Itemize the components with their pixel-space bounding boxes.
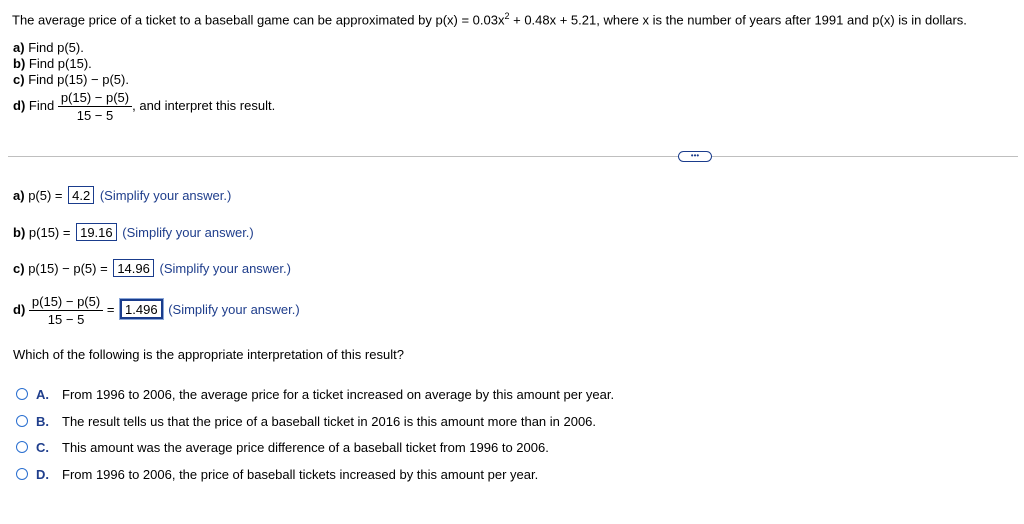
- part-b-label: b): [13, 56, 26, 71]
- part-d-suffix: , and interpret this result.: [132, 97, 276, 113]
- more-options-button[interactable]: •••: [678, 151, 712, 162]
- choice-letter: C.: [36, 439, 49, 455]
- choice-letter: A.: [36, 386, 49, 402]
- choice-b[interactable]: [16, 412, 596, 430]
- choice-text: From 1996 to 2006, the price of baseball tickets increased by this amount per year.: [62, 466, 539, 482]
- answer-c-expr: p(15) − p(5) =: [28, 261, 108, 276]
- question-statement: [12, 11, 967, 27]
- answer-d-fraction: [29, 294, 103, 327]
- part-d-prompt: [13, 90, 275, 123]
- answer-c-row: [13, 259, 291, 277]
- fraction-numerator: p(15) − p(5): [58, 90, 132, 107]
- answer-a-input[interactable]: 4.2: [68, 186, 94, 204]
- choice-text: From 1996 to 2006, the average price for a ticket increased on average by this amount per year.: [62, 386, 615, 402]
- choice-text: The result tells us that the price of a baseball ticket in 2016 is this amount more than in 2006.: [62, 413, 597, 429]
- part-c-text: Find p(15) − p(5).: [28, 72, 129, 87]
- fraction-denominator: 15 − 5: [47, 312, 85, 327]
- answer-b-expr: p(15) =: [28, 225, 71, 240]
- answer-d-input[interactable]: 1.496: [120, 299, 163, 319]
- choice-letter: B.: [36, 413, 49, 429]
- fraction-numerator: p(15) − p(5): [29, 294, 103, 311]
- choice-text: This amount was the average price difference of a baseball ticket from 1996 to 2006.: [62, 439, 549, 455]
- answer-a-row: [13, 186, 231, 204]
- answer-a-hint: (Simplify your answer.): [99, 188, 232, 203]
- part-c-prompt: [13, 72, 129, 87]
- choice-d[interactable]: [16, 465, 538, 483]
- radio-button[interactable]: [16, 468, 28, 480]
- answer-c-input[interactable]: 14.96: [113, 259, 154, 277]
- fraction-denominator: 15 − 5: [76, 108, 114, 123]
- answer-a-expr: p(5) =: [28, 188, 63, 203]
- answer-b-hint: (Simplify your answer.): [122, 225, 254, 240]
- part-d-fraction: [58, 90, 132, 123]
- choice-c[interactable]: [16, 438, 549, 456]
- answer-a-label: a): [13, 188, 25, 203]
- choice-a[interactable]: [16, 385, 614, 403]
- answer-c-hint: (Simplify your answer.): [159, 261, 291, 276]
- answer-b-row: [13, 223, 254, 241]
- part-c-label: c): [13, 72, 25, 87]
- part-a-text: Find p(5).: [28, 40, 84, 55]
- part-b-prompt: [13, 56, 92, 71]
- answer-d-label: d): [13, 301, 26, 317]
- question-intro: The average price of a ticket to a baseball game can be approximated by p(x) = 0.03x: [12, 12, 505, 28]
- part-d-label: d): [13, 97, 26, 113]
- radio-button[interactable]: [16, 388, 28, 400]
- radio-button[interactable]: [16, 415, 28, 427]
- answer-b-input[interactable]: 19.16: [76, 223, 117, 241]
- part-d-find: Find: [28, 97, 55, 113]
- question-intro-rest: + 0.48x + 5.21, where x is the number of years after 1991 and p(x) is in dollars.: [509, 12, 967, 28]
- part-b-text: Find p(15).: [28, 56, 92, 71]
- question-exponent: 2: [504, 11, 510, 21]
- choice-letter: D.: [36, 466, 49, 482]
- answer-d-equals: =: [106, 301, 115, 317]
- answer-d-row: [13, 294, 300, 327]
- part-a-prompt: [13, 40, 84, 55]
- section-divider: [8, 156, 1018, 157]
- interpretation-prompt: Which of the following is the appropriate interpretation of this result?: [13, 347, 404, 362]
- answer-d-hint: (Simplify your answer.): [168, 301, 300, 317]
- part-a-label: a): [13, 40, 25, 55]
- answer-c-label: c): [13, 261, 25, 276]
- radio-button[interactable]: [16, 441, 28, 453]
- answer-b-label: b): [13, 225, 26, 240]
